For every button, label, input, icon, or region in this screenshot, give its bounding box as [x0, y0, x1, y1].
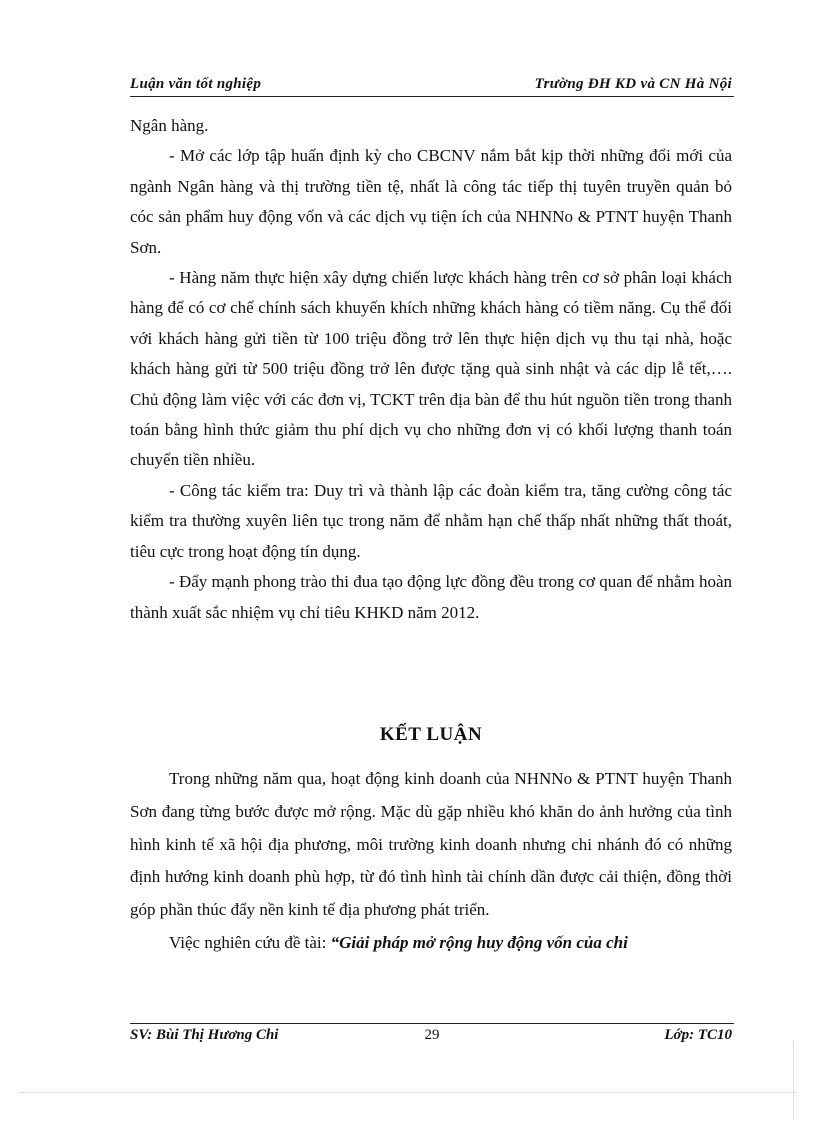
page-header: [130, 74, 734, 97]
page-edge-dotted-line: [20, 1092, 796, 1093]
main-body: [130, 111, 732, 628]
page-number: 29: [424, 1027, 440, 1043]
thesis-title-emphasis: “Giải pháp mở rộng huy động vốn của chi: [330, 932, 628, 952]
conclusion-body: [130, 763, 732, 960]
paragraph-customer-strategy: - Hàng năm thực hiện xây dựng chiến lược khách hàng trên cơ sở phân loại khách hàng để có cơ chế chính sách khuyến khích những khách hàng có tiềm năng. Cụ thể đối với khách hàng gửi tiền từ 100 triệu đồng trở lên thực hiện dịch vụ thu tại nhà, hoặc khách hàng gửi từ 500 triệu đồng trở lên được tặng quà sinh nhật và các dịp lễ tết,…. Chủ động làm việc với các đơn vị, TCKT trên địa bàn để thu hút nguồn tiền trong thanh toán bằng hình thức giảm thu phí dịch vụ cho những đơn vị có khối lượng thanh toán chuyển tiền nhiều.: [130, 268, 732, 470]
page-footer: [130, 1027, 734, 1049]
conclusion-paragraph-2: [130, 927, 732, 960]
page-side-dotted-line: [793, 1040, 794, 1120]
conclusion-paragraph-2-prefix: Việc nghiên cứu đề tài:: [169, 932, 331, 952]
conclusion-paragraph-1: Trong những năm qua, hoạt động kinh doanh của NHNNo & PTNT huyện Thanh Sơn đang từng bước được mở rộng. Mặc dù gặp nhiều khó khăn do ảnh hưởng của tình hình kinh tế xã hội địa phương, môi trường kinh doanh nhưng chi nhánh đó có những định hướng kinh doanh phù hợp, từ đó tình hình tài chính dần được cải thiện, đồng thời góp phần thúc đẩy nền kinh tế địa phương phát triển.: [130, 769, 732, 920]
conclusion-heading: KẾT LUẬN: [379, 724, 483, 745]
paragraph-training: - Mở các lớp tập huấn định kỳ cho CBCNV nắm bắt kịp thời những đổi mới của ngành Ngân hàng và thị trường tiền tệ, nhất là công tác tiếp thị tuyên truyền quản bỏ cóc sản phẩm huy động vốn và các dịch vụ tiện ích của NHNNo & PTNT huyện Thanh Sơn.: [130, 146, 732, 257]
footer-class-label: Lớp: TC10: [664, 1027, 732, 1043]
footer-student-name: SV: Bùi Thị Hương Chi: [130, 1027, 279, 1043]
footer-divider: [130, 1023, 734, 1024]
header-university-label: Trường ĐH KD và CN Hà Nội: [534, 76, 732, 92]
paragraph-emulation: - Đẩy mạnh phong trào thi đua tạo động lực đồng đều trong cơ quan để nhằm hoàn thành xuất sắc nhiệm vụ chỉ tiêu KHKD năm 2012.: [130, 572, 732, 622]
header-thesis-label: Luận văn tốt nghiệp: [130, 76, 262, 92]
paragraph-continuation: Ngân hàng.: [130, 116, 209, 135]
paragraph-inspection: - Công tác kiểm tra: Duy trì và thành lập các đoàn kiểm tra, tăng cường công tác kiểm tra thường xuyên liên tục trong năm để nhằm hạn chế thấp nhất những thất thoát, tiêu cực trong hoạt động tín dụng.: [130, 480, 732, 561]
